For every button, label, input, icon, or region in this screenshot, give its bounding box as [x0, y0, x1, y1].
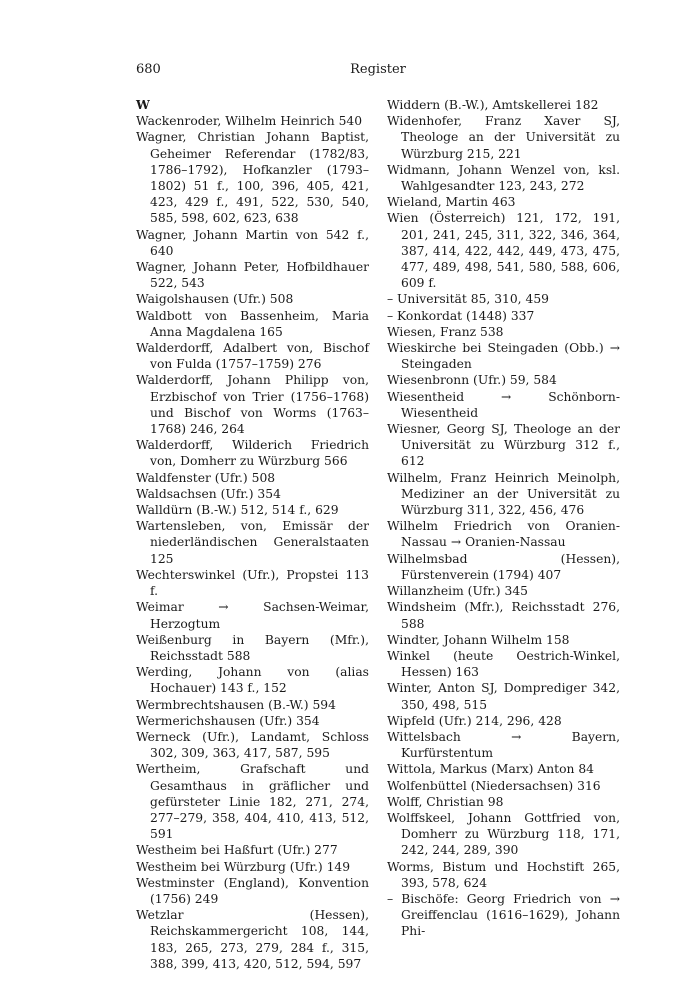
- entry-list-right: [387, 97, 620, 940]
- index-entry: Wagner, Christian Johann Baptist, Geheimer Referendar (1782/83, 1786–1792), Hofkanzler (1793–1802) 51 f., 100, 396, 405, 421, 423, 429 f., 491, 522, 530, 540, 585, 598, 602, 623, 638: [136, 130, 369, 226]
- index-entry: – Universität 85, 310, 459: [387, 292, 549, 307]
- index-entry: Walderdorff, Johann Philipp von, Erzbischof von Trier (1756–1768) und Bischof von Worms (1763–1768) 246, 264: [136, 373, 369, 437]
- index-entry: Widdern (B.-W.), Amtskellerei 182: [387, 98, 599, 112]
- index-entry: Wieland, Martin 463: [387, 195, 516, 210]
- index-column-left: [136, 97, 369, 972]
- index-entry: Wilhelm, Franz Heinrich Meinolph, Mediziner an der Universität zu Würzburg 311, 322, 456, 476: [387, 470, 620, 518]
- index-entry: Wackenroder, Wilhelm Heinrich 540: [136, 114, 363, 129]
- index-entry: Wermbrechtshausen (B.-W.) 594: [136, 697, 336, 712]
- index-entry: Walderdorff, Wilderich Friedrich von, Domherr zu Würzburg 566: [136, 438, 369, 469]
- index-entry: Wiesner, Georg SJ, Theologe an der Universität zu Würzburg 312 f., 612: [387, 422, 620, 469]
- section-letter: W: [136, 97, 150, 112]
- index-entry: Willanzheim (Ufr.) 345: [387, 584, 528, 599]
- index-entry: Wagner, Johann Peter, Hofbildhauer 522, 543: [136, 260, 369, 291]
- page-number: 680: [136, 62, 161, 77]
- index-entry: – Bischöfe: Georg Friedrich von → Greiffenclau (1616–1629), Johann Phi-: [387, 891, 620, 939]
- index-entry: Waldbott von Bassenheim, Maria Anna Magdalena 165: [136, 308, 369, 339]
- index-entry: Winkel (heute Oestrich-Winkel, Hessen) 163: [387, 648, 620, 680]
- index-entry: Wetzlar (Hessen), Reichskammergericht 108, 144, 183, 265, 273, 279, 284 f., 315, 388, 399, 413, 420, 512, 594, 597: [136, 908, 369, 971]
- index-entry: Walldürn (B.-W.) 512, 514 f., 629: [136, 503, 339, 518]
- index-entry: Wolffskeel, Johann Gottfried von, Domherr zu Würzburg 118, 171, 242, 244, 289, 390: [387, 810, 620, 858]
- index-entry: Werneck (Ufr.), Landamt, Schloss 302, 309, 363, 417, 587, 595: [136, 729, 369, 761]
- index-entry: Widenhofer, Franz Xaver SJ, Theologe an der Universität zu Würzburg 215, 221: [387, 114, 620, 161]
- index-entry: Windsheim (Mfr.), Reichsstadt 276, 588: [387, 600, 620, 631]
- index-entry: Wiesen, Franz 538: [387, 324, 504, 339]
- index-entry: Wagner, Johann Martin von 542 f., 640: [136, 227, 369, 258]
- index-entry: Westheim bei Würzburg (Ufr.) 149: [136, 859, 351, 874]
- index-entry: Waigolshausen (Ufr.) 508: [136, 292, 294, 307]
- index-entry: Wertheim, Grafschaft und Gesamthaus in gräflicher und gefürsteter Linie 182, 271, 274, 277–279, 358, 404, 410, 413, 512, 591: [136, 762, 369, 842]
- index-entry: Werding, Johann von (alias Hochauer) 143 f., 152: [136, 665, 369, 696]
- index-entry: Weimar → Sachsen-Weimar, Herzogtum: [136, 600, 369, 631]
- index-entry: Widmann, Johann Wenzel von, ksl. Wahlgesandter 123, 243, 272: [387, 162, 620, 194]
- index-entry: Windter, Johann Wilhelm 158: [387, 632, 570, 647]
- index-entry: Worms, Bistum und Hochstift 265, 393, 578, 624: [387, 859, 620, 890]
- index-entry: Winter, Anton SJ, Domprediger 342, 350, 498, 515: [387, 681, 620, 712]
- running-head: Register: [350, 62, 406, 77]
- page-header: [136, 62, 620, 80]
- index-entry: Wiesentheid → Schönborn-Wiesentheid: [387, 389, 620, 420]
- index-entry: Walderdorff, Adalbert von, Bischof von Fulda (1757–1759) 276: [136, 341, 369, 372]
- index-entry: Wittelsbach → Bayern, Kurfürstentum: [387, 729, 620, 761]
- index-entry: Wittola, Markus (Marx) Anton 84: [387, 762, 594, 777]
- index-entry: Westheim bei Haßfurt (Ufr.) 277: [136, 843, 338, 858]
- index-entry: Weißenburg in Bayern (Mfr.), Reichsstadt 588: [136, 632, 369, 663]
- index-entry: Wartensleben, von, Emissär der niederländischen Generalstaaten 125: [136, 519, 369, 566]
- index-entry: Wilhelm Friedrich von Oranien-Nassau → Oranien-Nassau: [387, 519, 620, 550]
- index-entry: Wipfeld (Ufr.) 214, 296, 428: [387, 713, 562, 728]
- index-entry: Wiesenbronn (Ufr.) 59, 584: [387, 373, 557, 388]
- index-entry: Wolfenbüttel (Niedersachsen) 316: [387, 778, 601, 793]
- index-entry: Wien (Österreich) 121, 172, 191, 201, 241, 245, 311, 322, 346, 364, 387, 414, 422, 442, 449, 473, 475, 477, 489, 498, 541, 580, 588, 606, 609 f.: [387, 211, 620, 291]
- index-column-right: [387, 97, 620, 940]
- index-entry: Wechterswinkel (Ufr.), Propstei 113 f.: [136, 567, 369, 599]
- index-entry: Waldfenster (Ufr.) 508: [136, 470, 276, 485]
- index-entry: – Konkordat (1448) 337: [387, 308, 535, 323]
- index-entry: Wolff, Christian 98: [387, 794, 504, 809]
- index-entry: Wermerichshausen (Ufr.) 354: [136, 713, 320, 728]
- index-entry: Wieskirche bei Steingaden (Obb.) → Steingaden: [387, 341, 620, 372]
- index-entry: Wilhelmsbad (Hessen), Fürstenverein (1794) 407: [387, 551, 620, 582]
- index-entry: Waldsachsen (Ufr.) 354: [136, 486, 281, 501]
- entry-list-left: [136, 113, 369, 972]
- index-entry: Westminster (England), Konvention (1756) 249: [136, 875, 369, 906]
